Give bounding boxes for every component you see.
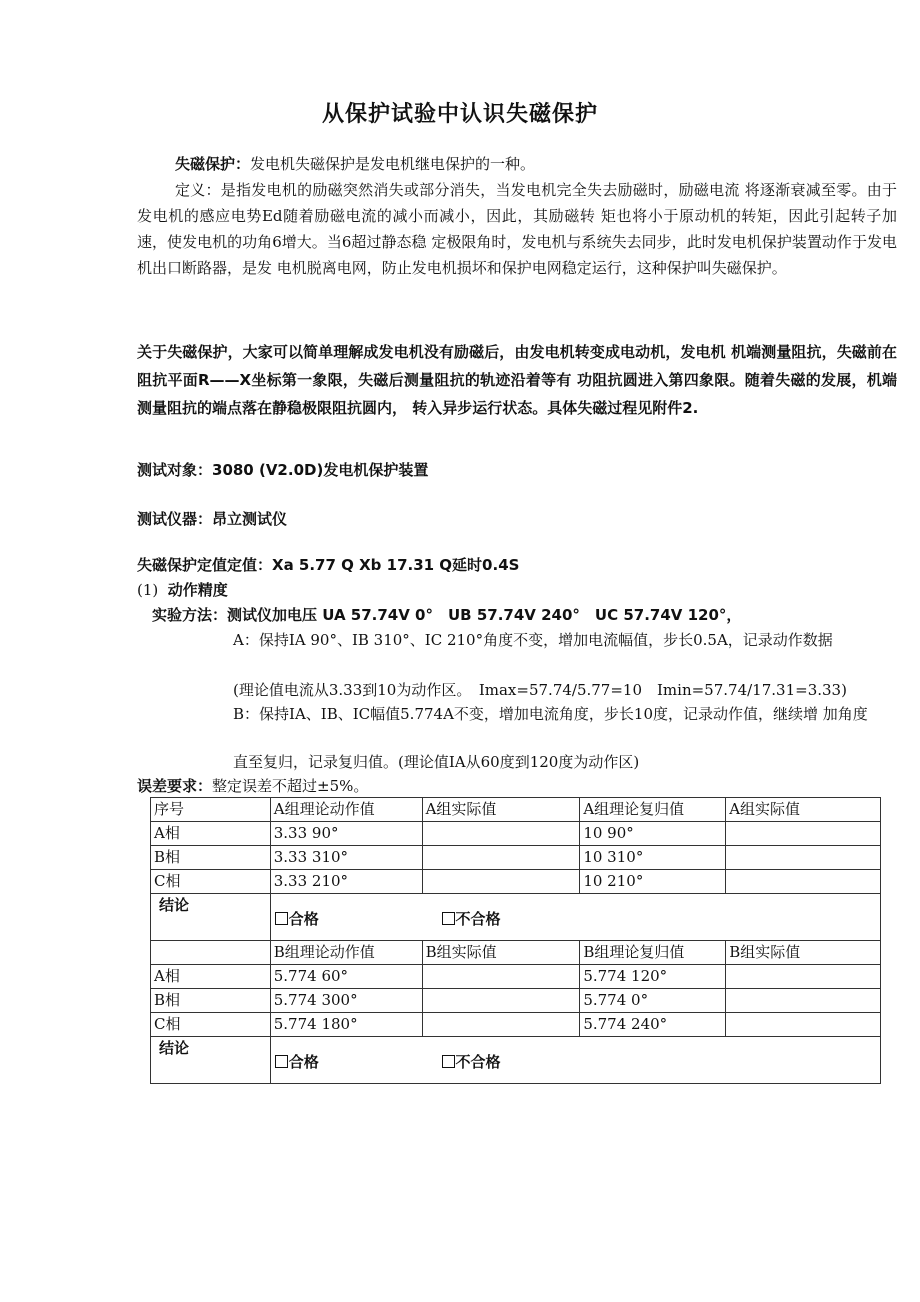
table-header-b: [151, 941, 881, 965]
test-instrument: 测试仪器：昂立测试仪: [137, 510, 288, 528]
fail-label: 不合格: [455, 910, 501, 928]
table-header-a: [151, 798, 881, 822]
table-cell[interactable]: [422, 822, 580, 846]
fail-option[interactable]: [442, 908, 501, 930]
table-cell[interactable]: [726, 846, 881, 870]
table-cell: 5.774 0°: [580, 989, 726, 1013]
table-cell: 10 210°: [580, 870, 726, 894]
table-row: [151, 870, 881, 894]
table-row: [151, 846, 881, 870]
pass-option[interactable]: [275, 1051, 319, 1073]
table-cell[interactable]: [726, 822, 881, 846]
table-cell: 5.774 60°: [270, 965, 422, 989]
table-header-cell: B组理论动作值: [270, 941, 422, 965]
table-cell: B相: [151, 989, 271, 1013]
intro-paragraph: [175, 151, 535, 177]
section-number: (1): [137, 581, 159, 599]
definition-paragraph: 定义：是指发电机的励磁突然消失或部分消失，当发电机完全失去励磁时，励磁电流 将逐渐衰减至零。由于发电机的感应电势Ed随着励磁电流的减小而减小，因此，其励磁转 矩也将小于原动机的转矩，因此引起转子加速，使发电机的功角6增大。当6超过静态稳 定极限角时，发电机与系统失去同步，此时发电机保护装置动作于发电机出口断路器，是发 电机脱离电网，防止发电机损坏和保护电网稳定运行，这种保护叫失磁保护。: [137, 181, 897, 277]
table-row: [151, 965, 881, 989]
table-cell: 5.774 300°: [270, 989, 422, 1013]
table-cell: B相: [151, 846, 271, 870]
table-cell: 10 90°: [580, 822, 726, 846]
error-requirement: [137, 774, 368, 798]
table-cell[interactable]: [422, 989, 580, 1013]
section-label: 动作精度: [167, 581, 228, 599]
table-header-cell: A组实际值: [422, 798, 580, 822]
step-a: A：保持IA 90°、IB 310°、IC 210°角度不变，增加电流幅值，步长0.5A，记录动作数据: [233, 631, 833, 649]
experiment-method: 实验方法：测试仪加电压 UA 57.74V 0° UB 57.74V 240° UC 57.74V 120°，: [152, 606, 742, 624]
pass-label: 合格: [288, 1053, 319, 1071]
table-cell: A相: [151, 822, 271, 846]
fail-label: 不合格: [455, 1053, 501, 1071]
table-row: [151, 1013, 881, 1037]
checkbox-icon[interactable]: [442, 1055, 455, 1068]
intro-text: 发电机失磁保护是发电机继电保护的一种。: [250, 155, 536, 173]
table-cell: 3.33 90°: [270, 822, 422, 846]
conclusion-row-b: [151, 1037, 881, 1084]
table-cell: A相: [151, 965, 271, 989]
table-header-cell: B组实际值: [422, 941, 580, 965]
table-row: [151, 822, 881, 846]
conclusion-options: [270, 894, 880, 941]
pass-label: 合格: [288, 910, 319, 928]
step-b-continued: 直至复归，记录复归值。(理论值IA从60度到120度为动作区): [233, 753, 640, 771]
table-cell[interactable]: [422, 1013, 580, 1037]
checkbox-icon[interactable]: [442, 912, 455, 925]
pass-option[interactable]: [275, 908, 319, 930]
document-title: 从保护试验中认识失磁保护: [321, 102, 598, 127]
table-row: [151, 989, 881, 1013]
conclusion-options: [270, 1037, 880, 1084]
table-cell: 5.774 180°: [270, 1013, 422, 1037]
table-header-cell: [151, 941, 271, 965]
table-cell: 5.774 120°: [580, 965, 726, 989]
table-cell[interactable]: [726, 989, 881, 1013]
conclusion-row-a: [151, 894, 881, 941]
error-text: 整定误差不超过±5%。: [212, 777, 369, 795]
section-heading: [137, 578, 228, 602]
table-cell[interactable]: [726, 1013, 881, 1037]
table-cell: C相: [151, 1013, 271, 1037]
fail-option[interactable]: [442, 1051, 501, 1073]
intro-label: 失磁保护：: [175, 155, 251, 173]
table-cell[interactable]: [726, 870, 881, 894]
conclusion-label: 结论: [151, 894, 271, 941]
step-b: B：保持IA、IB、IC幅值5.774A不变，增加电流角度，步长10度，记录动作值，继续增 加角度: [233, 705, 868, 723]
about-paragraph: 关于失磁保护，大家可以简单理解成发电机没有励磁后，由发电机转变成电动机，发电机 机端测量阻抗，失磁前在阻抗平面R——X坐标第一象限，失磁后测量阻抗的轨迹沿着等有 功阻抗圆进入第四象限。随着失磁的发展，机端测量阻抗的端点落在静稳极限阻抗圆内， 转入异步运行状态。具体失磁过程见附件2.: [137, 343, 897, 417]
table-cell[interactable]: [422, 965, 580, 989]
table-cell: 3.33 210°: [270, 870, 422, 894]
table-cell: 5.774 240°: [580, 1013, 726, 1037]
table-cell: 10 310°: [580, 846, 726, 870]
protection-setting: 失磁保护定值定值：Xa 5.77 Q Xb 17.31 Q延时0.4S: [137, 556, 520, 574]
checkbox-icon[interactable]: [275, 912, 288, 925]
table-cell: 3.33 310°: [270, 846, 422, 870]
test-object: 测试对象：3080 (V2.0D)发电机保护装置: [137, 461, 429, 479]
conclusion-label: 结论: [151, 1037, 271, 1084]
table-header-cell: A组理论复归值: [580, 798, 726, 822]
error-label: 误差要求：: [137, 777, 213, 795]
table-cell: C相: [151, 870, 271, 894]
table-header-cell: A组理论动作值: [270, 798, 422, 822]
table-cell[interactable]: [422, 870, 580, 894]
checkbox-icon[interactable]: [275, 1055, 288, 1068]
table-cell[interactable]: [726, 965, 881, 989]
table-header-cell: 序号: [151, 798, 271, 822]
results-table: [150, 797, 881, 1084]
table-header-cell: B组理论复归值: [580, 941, 726, 965]
table-cell[interactable]: [422, 846, 580, 870]
step-a-note: (理论值电流从3.33到10为动作区。 Imax=57.74/5.77=10 Imin=57.74/17.31=3.33): [233, 681, 847, 699]
table-header-cell: B组实际值: [726, 941, 881, 965]
table-header-cell: A组实际值: [726, 798, 881, 822]
